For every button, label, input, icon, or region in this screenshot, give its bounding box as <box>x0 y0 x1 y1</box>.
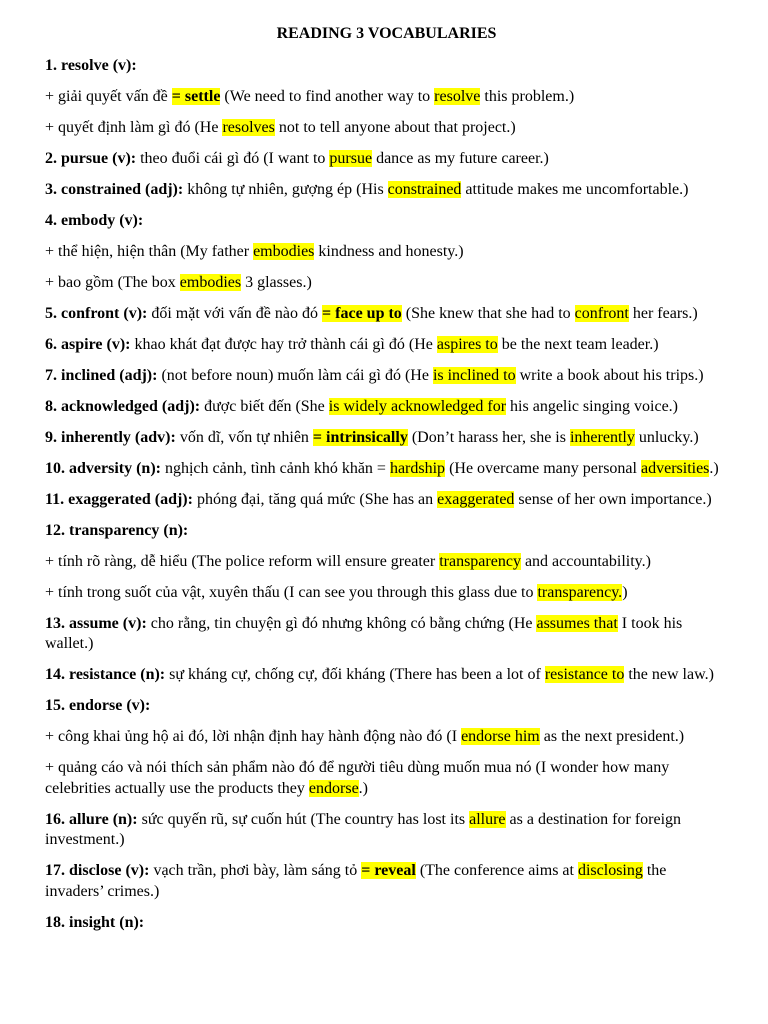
highlighted-text: transparency <box>439 552 521 570</box>
text-run: 3 glasses.) <box>241 273 312 291</box>
vocabulary-paragraph <box>45 180 728 201</box>
vocabulary-paragraph <box>45 490 728 511</box>
text-run: (not before noun) muốn làm cái gì đó (He <box>157 366 433 384</box>
bold-term: 17. disclose (v): <box>45 862 150 879</box>
vocabulary-paragraph <box>45 810 728 851</box>
vocabulary-paragraph <box>45 583 728 604</box>
highlighted-text: endorse him <box>461 728 540 745</box>
text-run: + tính rõ ràng, dễ hiểu (The police reform will ensure greater <box>45 552 440 570</box>
text-run: (She knew that she had to <box>401 304 575 322</box>
vocabulary-paragraph <box>45 56 728 77</box>
text-run: + giải quyết vấn đề <box>45 87 172 105</box>
text-run: I took his wallet.) <box>45 614 683 652</box>
text-run: (The conference aims at <box>415 862 578 879</box>
text-run: not to tell anyone about that project.) <box>274 118 516 136</box>
vocabulary-paragraph <box>45 335 728 356</box>
highlighted-text: pursue <box>329 149 373 167</box>
text-run: sự kháng cự, chống cự, đối kháng (There has been a lot of <box>165 666 545 683</box>
text-run: .) <box>709 459 719 477</box>
text-run: cho rằng, tin chuyện gì đó nhưng không có bằng chứng (He <box>146 614 537 632</box>
highlighted-text: = reveal <box>361 862 416 879</box>
highlighted-text: transparency. <box>537 583 623 601</box>
bold-term: 4. embody (v): <box>45 211 144 229</box>
text-run: + quảng cáo và nói thích sản phẩm nào đó để người tiêu dùng muốn mua nó (I wonder how many celebrities actually use the products they <box>45 759 670 797</box>
text-run: + bao gồm (The box <box>45 273 180 291</box>
highlighted-text: assumes that <box>536 614 618 632</box>
bold-term: 7. inclined (adj): <box>45 366 158 384</box>
vocabulary-paragraph <box>45 696 728 717</box>
bold-term: 1. resolve (v): <box>45 56 137 74</box>
vocabulary-paragraph <box>45 87 728 108</box>
bold-term: 2. pursue (v): <box>45 149 137 167</box>
vocabulary-paragraph <box>45 552 728 573</box>
highlighted-text: confront <box>574 304 629 322</box>
text-run: + tính trong suốt của vật, xuyên thấu (I can see you through this glass due to <box>45 583 538 601</box>
bold-term: 11. exaggerated (adj): <box>45 490 193 508</box>
highlighted-text: = intrinsically <box>312 428 408 446</box>
bold-term: 5. confront (v): <box>45 304 148 322</box>
highlighted-text: resolves <box>222 118 275 136</box>
text-run: nghịch cảnh, tình cảnh khó khăn = <box>160 459 390 477</box>
highlighted-text: is inclined to <box>432 366 516 384</box>
text-run: the new law.) <box>624 666 714 683</box>
bold-term: 3. constrained (adj): <box>45 180 184 198</box>
text-run: ) <box>622 583 628 601</box>
vocabulary-paragraph <box>45 211 728 232</box>
highlighted-text: embodies <box>253 242 315 260</box>
text-run: this problem.) <box>480 87 575 105</box>
text-run: đối mặt với vấn đề nào đó <box>147 304 323 322</box>
text-run: his angelic singing voice.) <box>506 397 679 415</box>
vocabulary-paragraph <box>45 397 728 418</box>
bold-term: 8. acknowledged (adj): <box>45 397 201 415</box>
text-run: (He overcame many personal <box>445 459 641 477</box>
text-run: write a book about his trips.) <box>515 366 704 384</box>
document-title: READING 3 VOCABULARIES <box>276 25 497 42</box>
text-run: attitude makes me uncomfortable.) <box>461 180 689 198</box>
text-run: không tự nhiên, gượng ép (His <box>183 180 388 198</box>
text-run: + thể hiện, hiện thân (My father <box>45 242 254 260</box>
bold-term: 13. assume (v): <box>45 614 147 632</box>
text-run: theo đuổi cái gì đó (I want to <box>136 149 330 167</box>
highlighted-text: exaggerated <box>437 490 515 508</box>
bold-term: 14. resistance (n): <box>45 666 166 683</box>
vocabulary-paragraph <box>45 913 728 934</box>
bold-term: 6. aspire (v): <box>45 335 131 353</box>
highlighted-text: constrained <box>387 180 462 198</box>
highlighted-text: adversities <box>640 459 710 477</box>
text-run: vạch trần, phơi bày, làm sáng tỏ <box>149 862 362 879</box>
highlighted-text: aspires to <box>436 335 498 353</box>
highlighted-text: disclosing <box>577 862 643 879</box>
vocabulary-paragraph <box>45 521 728 542</box>
text-run: sense of her own importance.) <box>514 490 712 508</box>
text-run: vốn dĩ, vốn tự nhiên <box>175 428 313 446</box>
text-run: as the next president.) <box>539 728 685 745</box>
bold-term: 12. transparency (n): <box>45 521 189 539</box>
vocabulary-paragraph <box>45 727 728 748</box>
bold-term: 9. inherently (adv): <box>45 428 176 446</box>
bold-term: 18. insight (n): <box>45 913 145 931</box>
text-run: (We need to find another way to <box>220 87 435 105</box>
text-run: (Don’t harass her, she is <box>407 428 570 446</box>
text-run: the invaders’ crimes.) <box>45 862 667 900</box>
vocabulary-paragraph <box>45 242 728 263</box>
vocabulary-paragraph <box>45 366 728 387</box>
text-run: được biết đến (She <box>200 397 329 415</box>
text-run: and accountability.) <box>520 552 651 570</box>
bold-term: 10. adversity (n): <box>45 459 161 477</box>
vocabulary-paragraph <box>45 861 728 902</box>
vocabulary-paragraph <box>45 149 728 170</box>
highlighted-text: = face up to <box>322 304 402 322</box>
text-run: as a destination for foreign investment.) <box>45 810 682 848</box>
text-run: kindness and honesty.) <box>314 242 464 260</box>
text-run: + quyết định làm gì đó (He <box>45 118 223 136</box>
vocabulary-paragraph <box>45 273 728 294</box>
highlighted-text: embodies <box>179 273 242 291</box>
text-run: her fears.) <box>628 304 698 322</box>
text-run: khao khát đạt được hay trở thành cái gì đó (He <box>130 335 437 353</box>
highlighted-text: endorse <box>308 779 359 797</box>
text-run: sức quyến rũ, sự cuốn hút (The country has lost its <box>137 810 470 828</box>
vocabulary-paragraph <box>45 758 728 799</box>
bold-term: 16. allure (n): <box>45 810 138 828</box>
text-run: dance as my future career.) <box>372 149 549 167</box>
highlighted-text: is widely acknowledged for <box>328 397 507 415</box>
text-run: + công khai ủng hộ ai đó, lời nhận định hay hành động nào đó (I <box>45 728 462 745</box>
highlighted-text: resistance to <box>544 666 625 683</box>
bold-term: 15. endorse (v): <box>45 697 151 714</box>
highlighted-text: hardship <box>389 459 446 477</box>
highlighted-text: inherently <box>569 428 635 446</box>
vocabulary-paragraph <box>45 665 728 686</box>
vocabulary-list <box>45 56 728 934</box>
vocabulary-paragraph <box>45 304 728 325</box>
text-run: phóng đại, tăng quá mức (She has an <box>192 490 438 508</box>
highlighted-text: allure <box>469 810 506 828</box>
vocabulary-paragraph <box>45 614 728 655</box>
vocabulary-paragraph <box>45 459 728 480</box>
text-run: unlucky.) <box>634 428 699 446</box>
highlighted-text: resolve <box>434 87 481 105</box>
vocabulary-paragraph <box>45 428 728 449</box>
vocabulary-paragraph <box>45 118 728 139</box>
highlighted-text: = settle <box>171 87 221 105</box>
text-run: be the next team leader.) <box>497 335 659 353</box>
text-run: .) <box>358 779 368 797</box>
